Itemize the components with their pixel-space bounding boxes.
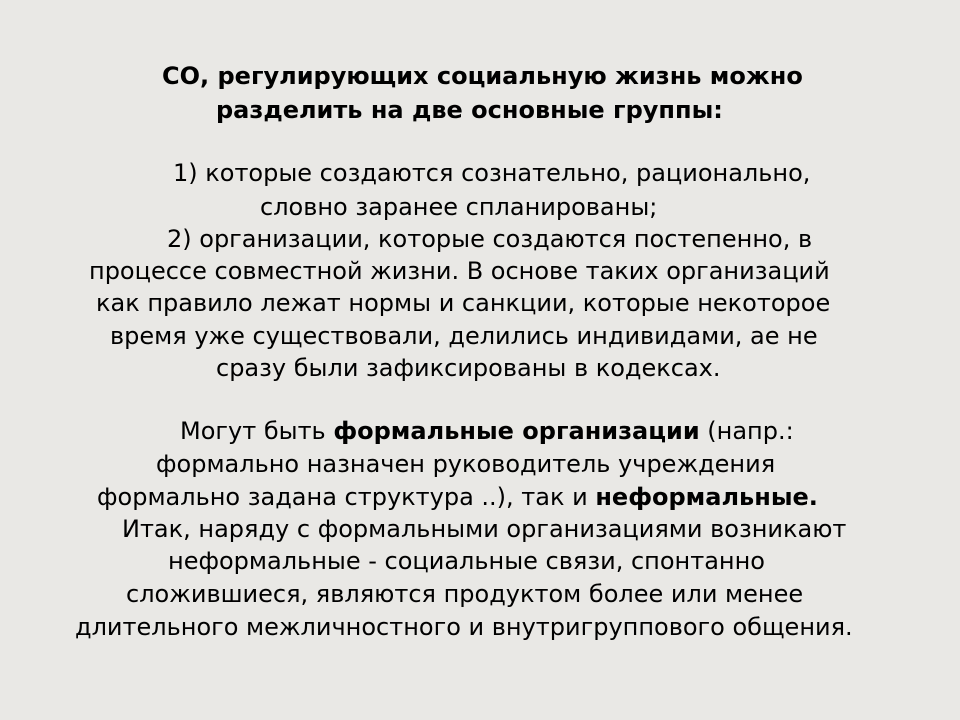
informal-line-4: длительного межличностного и внутригруппового общения. (75, 613, 853, 641)
heading-line-1: СО, регулирующих социальную жизнь можно (162, 62, 803, 90)
group2-line-2: процессе совместной жизни. В основе таких организаций (89, 257, 830, 285)
informal-line-3: сложившиеся, являются продуктом более или менее (126, 580, 804, 608)
formal-line-2: формально назначен руководитель учреждения (156, 450, 776, 478)
group2-line-3: как правило лежат нормы и санкции, которые некоторое (96, 289, 831, 317)
formal-line-1 (180, 416, 794, 446)
formal-line-3-prefix: формально задана структура ..), так и (97, 483, 596, 511)
formal-line-1-prefix: Могут быть (180, 417, 334, 445)
formal-line-1-suffix: (напр.: (699, 417, 794, 445)
group1-line-1: 1) которые создаются сознательно, рационально, (173, 159, 811, 187)
informal-line-1: Итак, наряду с формальными организациями возникают (122, 515, 847, 543)
informal-line-2: неформальные - социальные связи, спонтанно (168, 547, 765, 575)
group2-line-1: 2) организации, которые создаются постепенно, в (167, 225, 813, 253)
group2-line-5: сразу были зафиксированы в кодексах. (216, 354, 721, 382)
group1-line-2: словно заранее спланированы; (260, 193, 658, 221)
group2-line-4: время уже существовали, делились индивидами, ае не (110, 322, 818, 350)
informal-term: неформальные. (595, 483, 818, 511)
formal-organizations-term: формальные организации (333, 417, 700, 445)
heading-line-2: разделить на две основные группы: (216, 96, 723, 124)
formal-line-3 (97, 482, 818, 512)
